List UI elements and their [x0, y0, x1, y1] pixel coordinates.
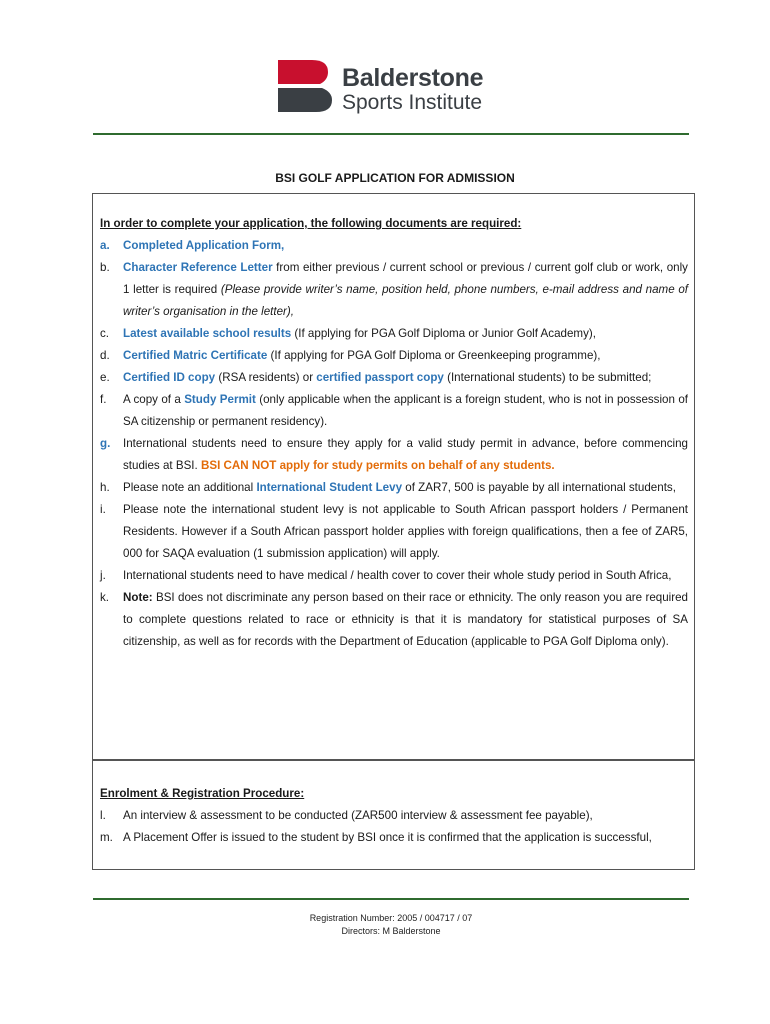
item-text: (If applying for PGA Golf Diploma or Greenkeeping programme), — [267, 349, 601, 362]
item-text-emphasis: certified passport copy — [316, 371, 444, 384]
list-item-b — [100, 257, 688, 323]
registration-number: Registration Number: 2005 / 004717 / 07 — [309, 913, 473, 923]
item-text: International students need to ensure they apply for a valid study permit in advance, before commencing studies at BSI. — [123, 437, 688, 472]
list-item-k — [100, 587, 688, 653]
item-text: A copy of a — [123, 393, 185, 406]
item-text: International students need to have medical / health cover to cover their whole study period in South Africa, — [123, 569, 672, 582]
list-item-i — [100, 499, 688, 565]
item-text-warning: BSI CAN NOT apply for study permits on behalf of any students. — [200, 459, 555, 472]
list-item-g — [100, 433, 688, 477]
logo-line1: Balderstone — [342, 64, 484, 92]
item-label: k. — [100, 591, 110, 604]
item-text: (only applicable when the applicant is a foreign student, who is not in possession of SA citizenship or permanent residency). — [123, 393, 688, 428]
item-text: (RSA residents) or — [215, 371, 317, 384]
item-text: (International students) to be submitted; — [443, 371, 652, 384]
list-item-a — [100, 235, 688, 257]
item-text-italic: (Please provide writer’s name, position held, phone numbers, e-mail address and name of writer’s organisation in the letter), — [123, 283, 688, 318]
item-text-emphasis: Certified Matric Certificate — [123, 349, 268, 362]
item-text: Completed Application Form, — [123, 239, 285, 252]
item-text: Please note the international student levy is not applicable to South African passport holders / Permanent Residents. However if a South African passport holder applies with foreign qualifications, then a fee of ZAR5, 000 for SAQA evaluation (1 submission application) will apply. — [123, 503, 688, 560]
list-item-j — [100, 565, 688, 587]
footer-divider — [93, 898, 689, 900]
list-item-m — [100, 827, 688, 849]
requirements-heading: In order to complete your application, the following documents are required: — [100, 217, 522, 230]
list-item-f — [100, 389, 688, 433]
list-item-d — [100, 345, 688, 367]
bsi-logo-mark-icon — [276, 58, 336, 114]
item-label: a. — [100, 239, 110, 252]
item-label: b. — [100, 261, 110, 274]
item-text: of ZAR7, 500 is payable by all international students, — [402, 481, 676, 494]
item-label: j. — [100, 569, 106, 582]
enrolment-section — [100, 783, 688, 849]
item-text-emphasis: International Student Levy — [256, 481, 403, 494]
item-text-emphasis: Character Reference Letter — [123, 261, 273, 274]
item-text: BSI does not discriminate any person based on their race or ethnicity. The only reason you are required to complete questions related to race or ethnicity is that it is mandatory for statistical purposes of SA citizenship, as well as for records with the Department of Education (applicable to PGA Golf Diploma only). — [123, 591, 688, 648]
header-divider — [93, 133, 689, 135]
item-text-emphasis: Certified ID copy — [123, 371, 216, 384]
footer — [93, 912, 689, 938]
list-item-l — [100, 805, 688, 827]
item-text: Please note an additional — [123, 481, 257, 494]
item-label: l. — [100, 809, 106, 822]
item-text-emphasis: Latest available school results — [123, 327, 292, 340]
requirements-section — [100, 213, 688, 653]
logo-line2: Sports Institute — [342, 91, 483, 114]
item-text-note: Note: — [123, 591, 153, 604]
item-text-emphasis: Study Permit — [184, 393, 256, 406]
item-text: A Placement Offer is issued to the student by BSI once it is confirmed that the application is successful, — [123, 831, 652, 844]
item-text: (If applying for PGA Golf Diploma or Junior Golf Academy), — [291, 327, 596, 340]
enrolment-heading: Enrolment & Registration Procedure: — [100, 787, 305, 800]
page-title: BSI GOLF APPLICATION FOR ADMISSION — [275, 171, 515, 185]
item-label: g. — [100, 437, 111, 450]
item-label: i. — [100, 503, 106, 516]
list-item-e — [100, 367, 688, 389]
item-label: m. — [100, 831, 113, 844]
logo — [276, 58, 506, 116]
item-label: h. — [100, 481, 110, 494]
item-label: c. — [100, 327, 110, 340]
item-text: An interview & assessment to be conducted (ZAR500 interview & assessment fee payable), — [123, 809, 593, 822]
item-text: from either previous / current school or previous / current golf club or work, only 1 letter is required — [123, 261, 688, 296]
list-item-h — [100, 477, 688, 499]
item-label: e. — [100, 371, 110, 384]
list-item-c — [100, 323, 688, 345]
item-label: f. — [100, 393, 107, 406]
directors: Directors: M Balderstone — [341, 926, 441, 936]
item-label: d. — [100, 349, 110, 362]
